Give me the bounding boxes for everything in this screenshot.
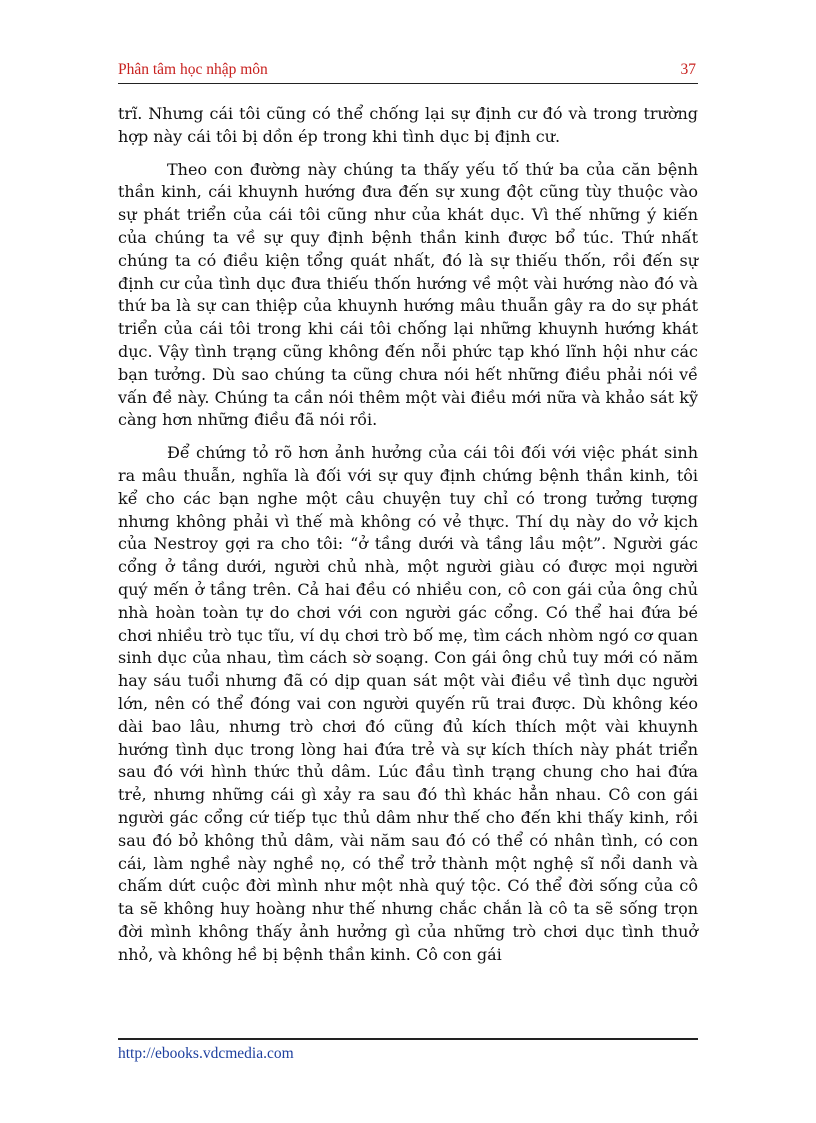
page-number: 37 (680, 61, 696, 78)
paragraph: Theo con đường này chúng ta thấy yếu tố thứ ba của căn bệnh thần kinh, cái khuynh hướng đưa đến sự xung đột cũng tùy thuộc vào sự phát triển của cái tôi cũng như của khát dục. Vì thế những ý kiến của chúng ta về sự quy định bệnh thần kinh được bổ túc. Thứ nhất chúng ta có điều kiện tổng quát nhất, đó là sự thiếu thốn, rồi đến sự định cư của tình dục đưa thiếu thốn hướng về một vài hướng nào đó và thứ ba là sự can thiệp của khuynh hướng mâu thuẫn gây ra do sự phát triển của cái tôi trong khi cái tôi chống lại những khuynh hướng khát dục. Vậy tình trạng cũng không đến nỗi phức tạp khó lĩnh hội như các bạn tưởng. Dù sao chúng ta cũng chưa nói hết những điều phải nói về vấn đề này. Chúng ta cần nói thêm một vài điều mới nữa và khảo sát kỹ càng hơn những điều đã nói rồi. (118, 159, 698, 430)
running-title: Phân tâm học nhập môn (118, 61, 268, 78)
paragraph: Để chứng tỏ rõ hơn ảnh hưởng của cái tôi đối với việc phát sinh ra mâu thuẫn, nghĩa là đối với sự quy định chứng bệnh thần kinh, tôi kể cho các bạn nghe một câu chuyện tuy chỉ có trong tưởng tượng nhưng không phải vì thế mà không có vẻ thực. Thí dụ này do vở kịch của Nestroy gợi ra cho tôi: “ở tầng dưới và tầng lầu một”. Người gác cổng ở tầng dưới, người chủ nhà, một người giàu có được mọi người quý mến ở tầng trên. Cả hai đều có nhiều con, cô con gái của ông chủ nhà hoàn toàn tự do chơi với con người gác cổng. Có thể hai đứa bé chơi nhiều trò tục tĩu, ví dụ chơi trò bố mẹ, tìm cách nhòm ngó cơ quan sinh dục của nhau, tìm cách sờ soạng. Con gái ông chủ tuy mới có năm hay sáu tuổi nhưng đã có dịp quan sát một vài điều về tình dục người lớn, nên có thể đóng vai con người quyến rũ trai được. Dù không kéo dài bao lâu, nhưng trò chơi đó cũng đủ kích thích một vài khuynh hướng tình dục trong lòng hai đứa trẻ và sự kích thích này phát triển sau đó với hình thức thủ dâm. Lúc đầu tình trạng chung cho hai đứa trẻ, nhưng những cái gì xảy ra sau đó thì khác hẳn nhau. Cô con gái người gác cổng cứ tiếp tục thủ dâm như thế cho đến khi thấy kinh, rồi sau đó bỏ không thủ dâm, vài năm sau đó có thể có nhân tình, có con cái, làm nghề này nghề nọ, có thể trở thành một nghệ sĩ nổi danh và chấm dứt cuộc đời mình như một nhà quý tộc. Có thể đời sống của cô ta sẽ không huy hoàng như thế nhưng chắc chắn là cô ta sẽ sống trọn đời mình không thấy ảnh hưởng gì của những trò chơi dục tình thuở nhỏ, và không hề bị bệnh thần kinh. Cô con gái (118, 443, 698, 964)
footer-divider (118, 1038, 698, 1040)
footer-link[interactable]: http://ebooks.vdcmedia.com (118, 1045, 294, 1062)
header-divider (118, 83, 698, 84)
body-text (118, 103, 698, 976)
page-header (118, 58, 698, 84)
paragraph-continuation: trĩ. Nhưng cái tôi cũng có thể chống lại sự định cư đó và trong trường hợp này cái tôi bị dồn ép trong khi tình dục bị định cư. (118, 104, 698, 146)
